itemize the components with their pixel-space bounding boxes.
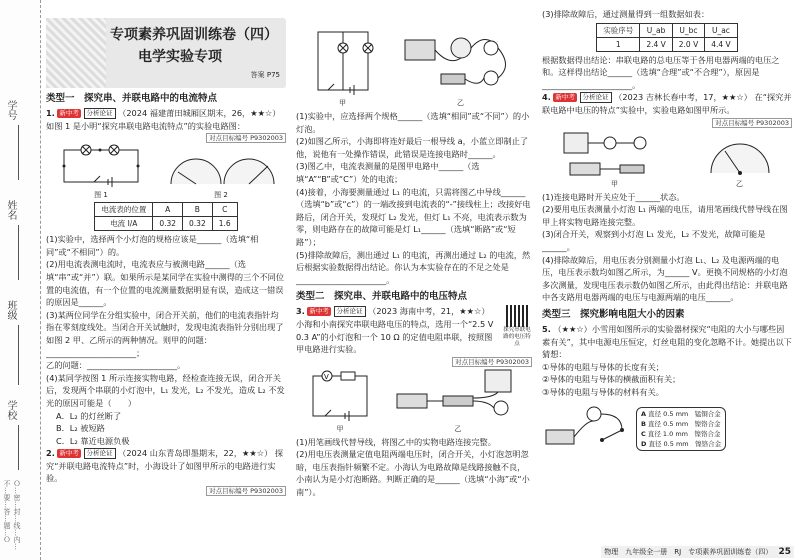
q4-part-4: (4)排除故障后，用电压表分别测量小灯泡 L₁、L₂ 及电源两端的电压，电压表示数均如图乙所示，为______ V。更换不同规格的小灯泡多次测量，发现电压表示数仍如图乙所示，由此得出结论：并联电路中各支路用电器两端的电压与电源两端的电压______。: [542, 254, 788, 303]
question-1-stem: [46, 107, 286, 132]
q2-part-4: (4)接着，小海要测量通过 L₁ 的电流，只需将图乙中导线______（选填“b”或“c”）的一端改接到电流表的“-”接线柱上；改接好电路后，闭合开关，发现灯 L₂ 发光，但灯 L₁ 不亮，电流表示数为零，则电路存在的故障可能是灯 L₁______（选填“断路”或“短路”）；: [296, 186, 531, 247]
table-cell: 4.4 V: [705, 37, 737, 51]
class-label: 班级: [5, 300, 16, 320]
series-voltage-photo: [393, 368, 523, 424]
q4-source: （2023 吉林长春中考，17，★★☆）: [614, 92, 752, 103]
page-title: 专项素养巩固训练卷（四）: [110, 27, 278, 43]
q3-figure-jia-caption: 甲: [336, 424, 344, 433]
question-3-stem: [296, 305, 502, 355]
q4-figure-yi-caption: 乙: [736, 179, 743, 188]
wire-label: C: [641, 430, 646, 439]
column-2: [296, 0, 532, 560]
q4-figure-jia: [560, 129, 670, 189]
table-header: U_ab: [640, 23, 672, 37]
q1-number: 1.: [46, 108, 55, 118]
q1-source: （2024 福建莆田城厢区期末，26，★★☆）: [118, 108, 281, 118]
q1-part-4: (4)某同学按图 1 所示连接实物电路，经检查连接无误，闭合开关后，发现两个串联的小灯泡中，L₁ 发光，L₂ 不发光，造成 L₂ 不发光的原因可能是（ ）: [46, 372, 285, 408]
q1-target-ref: 对点目标编号 P9302003: [46, 133, 286, 142]
q3-figures: [296, 368, 532, 434]
q1-current-table: [94, 202, 237, 231]
series-circuit-diagram: [56, 144, 146, 190]
q1-part-1: (1)实验中，选择两个小灯泡的规格应该是______（选填“相同”或“不相同”）的。: [46, 234, 259, 257]
wire-spec: 直径 0.5 mm 镍铬合金: [648, 440, 722, 449]
page-footer: [601, 546, 794, 558]
q5-guess-3: ③导体的电阻与导体的材料有关。: [542, 386, 664, 397]
q2-part-5: (5)排除故障后，测出通过 L₁ 的电流，再测出通过 L₂ 的电流，然后根据实验数据得出结论。你认为本实验存在的不足之处是______________________。: [296, 249, 531, 285]
table-header: 实验序号: [597, 23, 640, 37]
question-5-stem: [542, 323, 792, 361]
figure-1-caption: 图 1: [94, 191, 108, 200]
svg-text:V: V: [324, 372, 329, 381]
wire-row: [641, 439, 721, 449]
series-voltage-diagram: [305, 368, 375, 424]
figure-2-caption: 图 2: [214, 191, 228, 200]
table-header: C: [212, 203, 237, 217]
wire-label: A: [641, 410, 647, 419]
resistance-apparatus: [542, 400, 632, 458]
q4-figure-jia-caption: 甲: [611, 179, 618, 188]
q3-figure-yi: [393, 368, 523, 434]
q3-badge: 新中考: [309, 307, 329, 316]
figure-1: [56, 144, 146, 200]
table-cell: 电流 I/A: [95, 217, 153, 231]
title-banner: [46, 18, 286, 88]
q3-voltage-table: [596, 23, 737, 52]
q3-stem-row: [296, 305, 532, 355]
q3-part-2: (2)用电压表测量定值电阻两端电压时，闭合开关，小灯泡忽明忽暗，电压表指针频繁不定。小海认为电路故障是线路接触不良，小南认为是小灯泡断路。判断正确的是______（选填“小海”或“小南”）。: [296, 449, 530, 498]
column-1: [46, 0, 286, 560]
q5-text: （★★☆）小雪用如图所示的实验器材探究“电阻的大小与哪些因素有关”，其中电源电压恒定，灯丝电阻的变化忽略不计。她提出以下猜想：: [542, 323, 792, 360]
page-number: 25: [778, 547, 791, 557]
q1-part-2: (2)用电流表测电流时，电流表应与被测电路______（选填“串”或“并”）联。如果所示是某同学在实验中测得的三个不同位置的电流值，有一个位置的电流测量数据明显有误，造成这一错误的原因是______。: [46, 259, 285, 308]
wire-row: [641, 419, 721, 429]
q3-target-ref: 对点目标编号 P9302003: [296, 357, 532, 366]
banner-decoration: [46, 18, 106, 88]
q2-part-1: (1)实验中，应选择两个规格______（选填“相同”或“不同”）的小灯泡。: [296, 111, 530, 134]
school-line: [18, 425, 19, 470]
page-subtitle: 电学实验专项: [138, 49, 222, 65]
qr-block[interactable]: [502, 305, 532, 355]
table-cell: 0.32: [153, 217, 183, 231]
q3-source: （2023 海南中考，21，★★☆）: [368, 306, 490, 317]
q4-number: 4.: [542, 92, 551, 103]
q2-part-3: (3)图乙中，电流表测量的是图甲电路中______（选填“A”“B”或“C”）处的电流；: [296, 161, 480, 184]
q2-figure-yi-caption: 乙: [457, 99, 464, 107]
q1-option-c: C．L₂ 靠近电源负极: [56, 435, 130, 446]
q4-part-1: (1)连接电路时开关应处于______状态。: [542, 191, 685, 202]
q3-part-1: (1)用笔画线代替导线，将图乙中的实物电路连接完整。: [296, 436, 496, 447]
footer-text: 物理 九年级全一册 RJ 专项素养巩固训练卷（四）: [604, 548, 773, 556]
student-id-label: 学号: [5, 100, 16, 120]
q5-guess-1: ①导体的电阻与导体的长度有关；: [542, 361, 664, 372]
qr-note: 探究串联电路的电压特点: [503, 327, 531, 348]
wire-label: B: [641, 420, 646, 429]
wire-row: [641, 409, 721, 419]
wire-row: [641, 429, 721, 439]
q1-figures: [46, 144, 286, 200]
school-label: 学校: [5, 400, 16, 420]
table-header: U_ac: [705, 23, 737, 37]
column-3: [542, 0, 792, 560]
q1-option-a: A．L₂ 的灯丝断了: [56, 410, 122, 421]
q4-text: 在“探究并联电路中电压的特点”实验中，实验电路如图甲所示。: [542, 92, 792, 115]
q3-part-3b: 根据数据得出结论：串联电路的总电压等于各用电器两端的电压之和。这样得出结论______（选填“合理”或“不合理”），原因是______________________。: [542, 54, 780, 90]
q2-target-ref: 对点目标编号 P9302003: [46, 486, 286, 495]
wire-label: D: [641, 440, 647, 449]
table-header: 电流表的位置: [95, 203, 153, 217]
name-line: [18, 225, 19, 280]
ammeter-dials: [166, 144, 276, 190]
section-heading-1: 类型一 探究串、并联电路中的电流特点: [46, 93, 218, 104]
q1-badge: 新中考: [59, 109, 79, 117]
seal-line-note: Ｏ…密…封…线…内…不…要…答…题…Ｏ: [3, 480, 21, 550]
q2-figure-jia: [308, 26, 378, 108]
q4-tag: 分析论证: [580, 92, 612, 103]
q3-tag: 分析论证: [334, 306, 366, 317]
q1-part-3b: 乙的问题：______________________。: [46, 360, 186, 371]
table-cell: 1: [597, 37, 640, 51]
answer-reference: 答案 P75: [250, 71, 280, 79]
q4-target-ref: 对点目标编号 P9302003: [542, 118, 792, 127]
class-line: [18, 325, 19, 385]
table-cell: 2.0 V: [672, 37, 704, 51]
voltmeter-dial: [705, 129, 775, 179]
q4-badge: 新中考: [555, 93, 575, 102]
q3-number: 3.: [296, 306, 305, 317]
q3-part-3: (3)排除故障后，通过测量得到一组数据如表：: [542, 9, 710, 19]
q1-text: 如图 1 是小明“探究串联电路电流特点”的实验电路图：: [46, 120, 246, 131]
q2-source: （2024 山东青岛即墨期末，22，★★☆）: [118, 448, 273, 459]
q4-figures: [542, 129, 792, 189]
section-heading-2: 类型二 探究串、并联电路中的电压特点: [296, 291, 468, 303]
qr-code-icon[interactable]: [506, 305, 528, 327]
q3-figure-jia: [305, 368, 375, 434]
wire-spec: 直径 0.5 mm 镍铬合金: [648, 420, 721, 429]
table-header: B: [183, 203, 213, 217]
parallel-voltage-photo: [560, 129, 670, 179]
q4-part-3: (3)闭合开关，观察到小灯泡 L₁ 发光，L₂ 不发光，故障可能是______。: [542, 229, 766, 252]
q4-part-2: (2)要用电压表测量小灯泡 L₁ 两端的电压，请用笔画线代替导线在图甲上将实物电路连接完整。: [542, 204, 788, 227]
q2-figure-jia-caption: 甲: [339, 99, 346, 107]
question-4-stem: [542, 91, 792, 116]
table-cell: 2.4 V: [640, 37, 672, 51]
student-id-line: [18, 125, 19, 180]
wire-spec: 直径 0.5 mm 锰铜合金: [648, 410, 721, 419]
q2-badge: 新中考: [59, 449, 79, 458]
parallel-circuit-diagram: [308, 26, 378, 98]
name-label: 姓名: [5, 200, 16, 220]
binding-margin: [0, 0, 41, 560]
table-cell: 1.6: [212, 217, 237, 231]
parallel-circuit-photo: [401, 26, 521, 98]
q4-figure-yi: [705, 129, 775, 189]
q2-figures: [296, 26, 532, 108]
wire-spec: 直径 1.0 mm 镍铬合金: [647, 430, 721, 439]
table-header: U_bc: [672, 23, 704, 37]
q1-part-3: (3)某两位同学在分组实验中，闭合开关前，他们的电流表指针均指在零刻度线处。当闭合开关试触时，发现电流表指针分别出现了如图 2 甲、乙所示的两种情况。则甲的问题：______________________；: [46, 309, 284, 358]
q5-number: 5.: [542, 323, 551, 334]
q2-text: 探究“并联电路电流特点”时，小海设计了如图甲所示的电路进行实验。: [46, 448, 284, 484]
figure-2: [166, 144, 276, 200]
q2-tag: 分析论证: [84, 448, 116, 459]
q2-figure-yi: [401, 26, 521, 108]
q3-figure-yi-caption: 乙: [454, 424, 462, 433]
section-heading-3: 类型三 探究影响电阻大小的因素: [542, 308, 685, 320]
wire-board: [636, 407, 726, 451]
q2-part-2: (2)如图乙所示，小海即将连好最后一根导线 a，小蓝立即制止了他，说他有一处操作错误，此错误是连接电路时______。: [296, 136, 529, 159]
q1-tag: 分析论证: [84, 108, 116, 119]
table-cell: 0.32: [183, 217, 213, 231]
q5-figure: [542, 400, 792, 458]
q5-guess-2: ②导体的电阻与导体的横截面积有关；: [542, 374, 681, 385]
q3-text: 小海和小南探究串联电路电压的特点，选用一个“2.5 V 0.3 A”的小灯泡和一个 10 Ω 的定值电阻串联，按照图甲电路进行实验。: [296, 318, 502, 355]
table-header: A: [153, 203, 183, 217]
q2-number: 2.: [46, 448, 55, 459]
q1-option-b: B．L₂ 被短路: [56, 423, 105, 434]
question-2-stem: [46, 447, 286, 485]
